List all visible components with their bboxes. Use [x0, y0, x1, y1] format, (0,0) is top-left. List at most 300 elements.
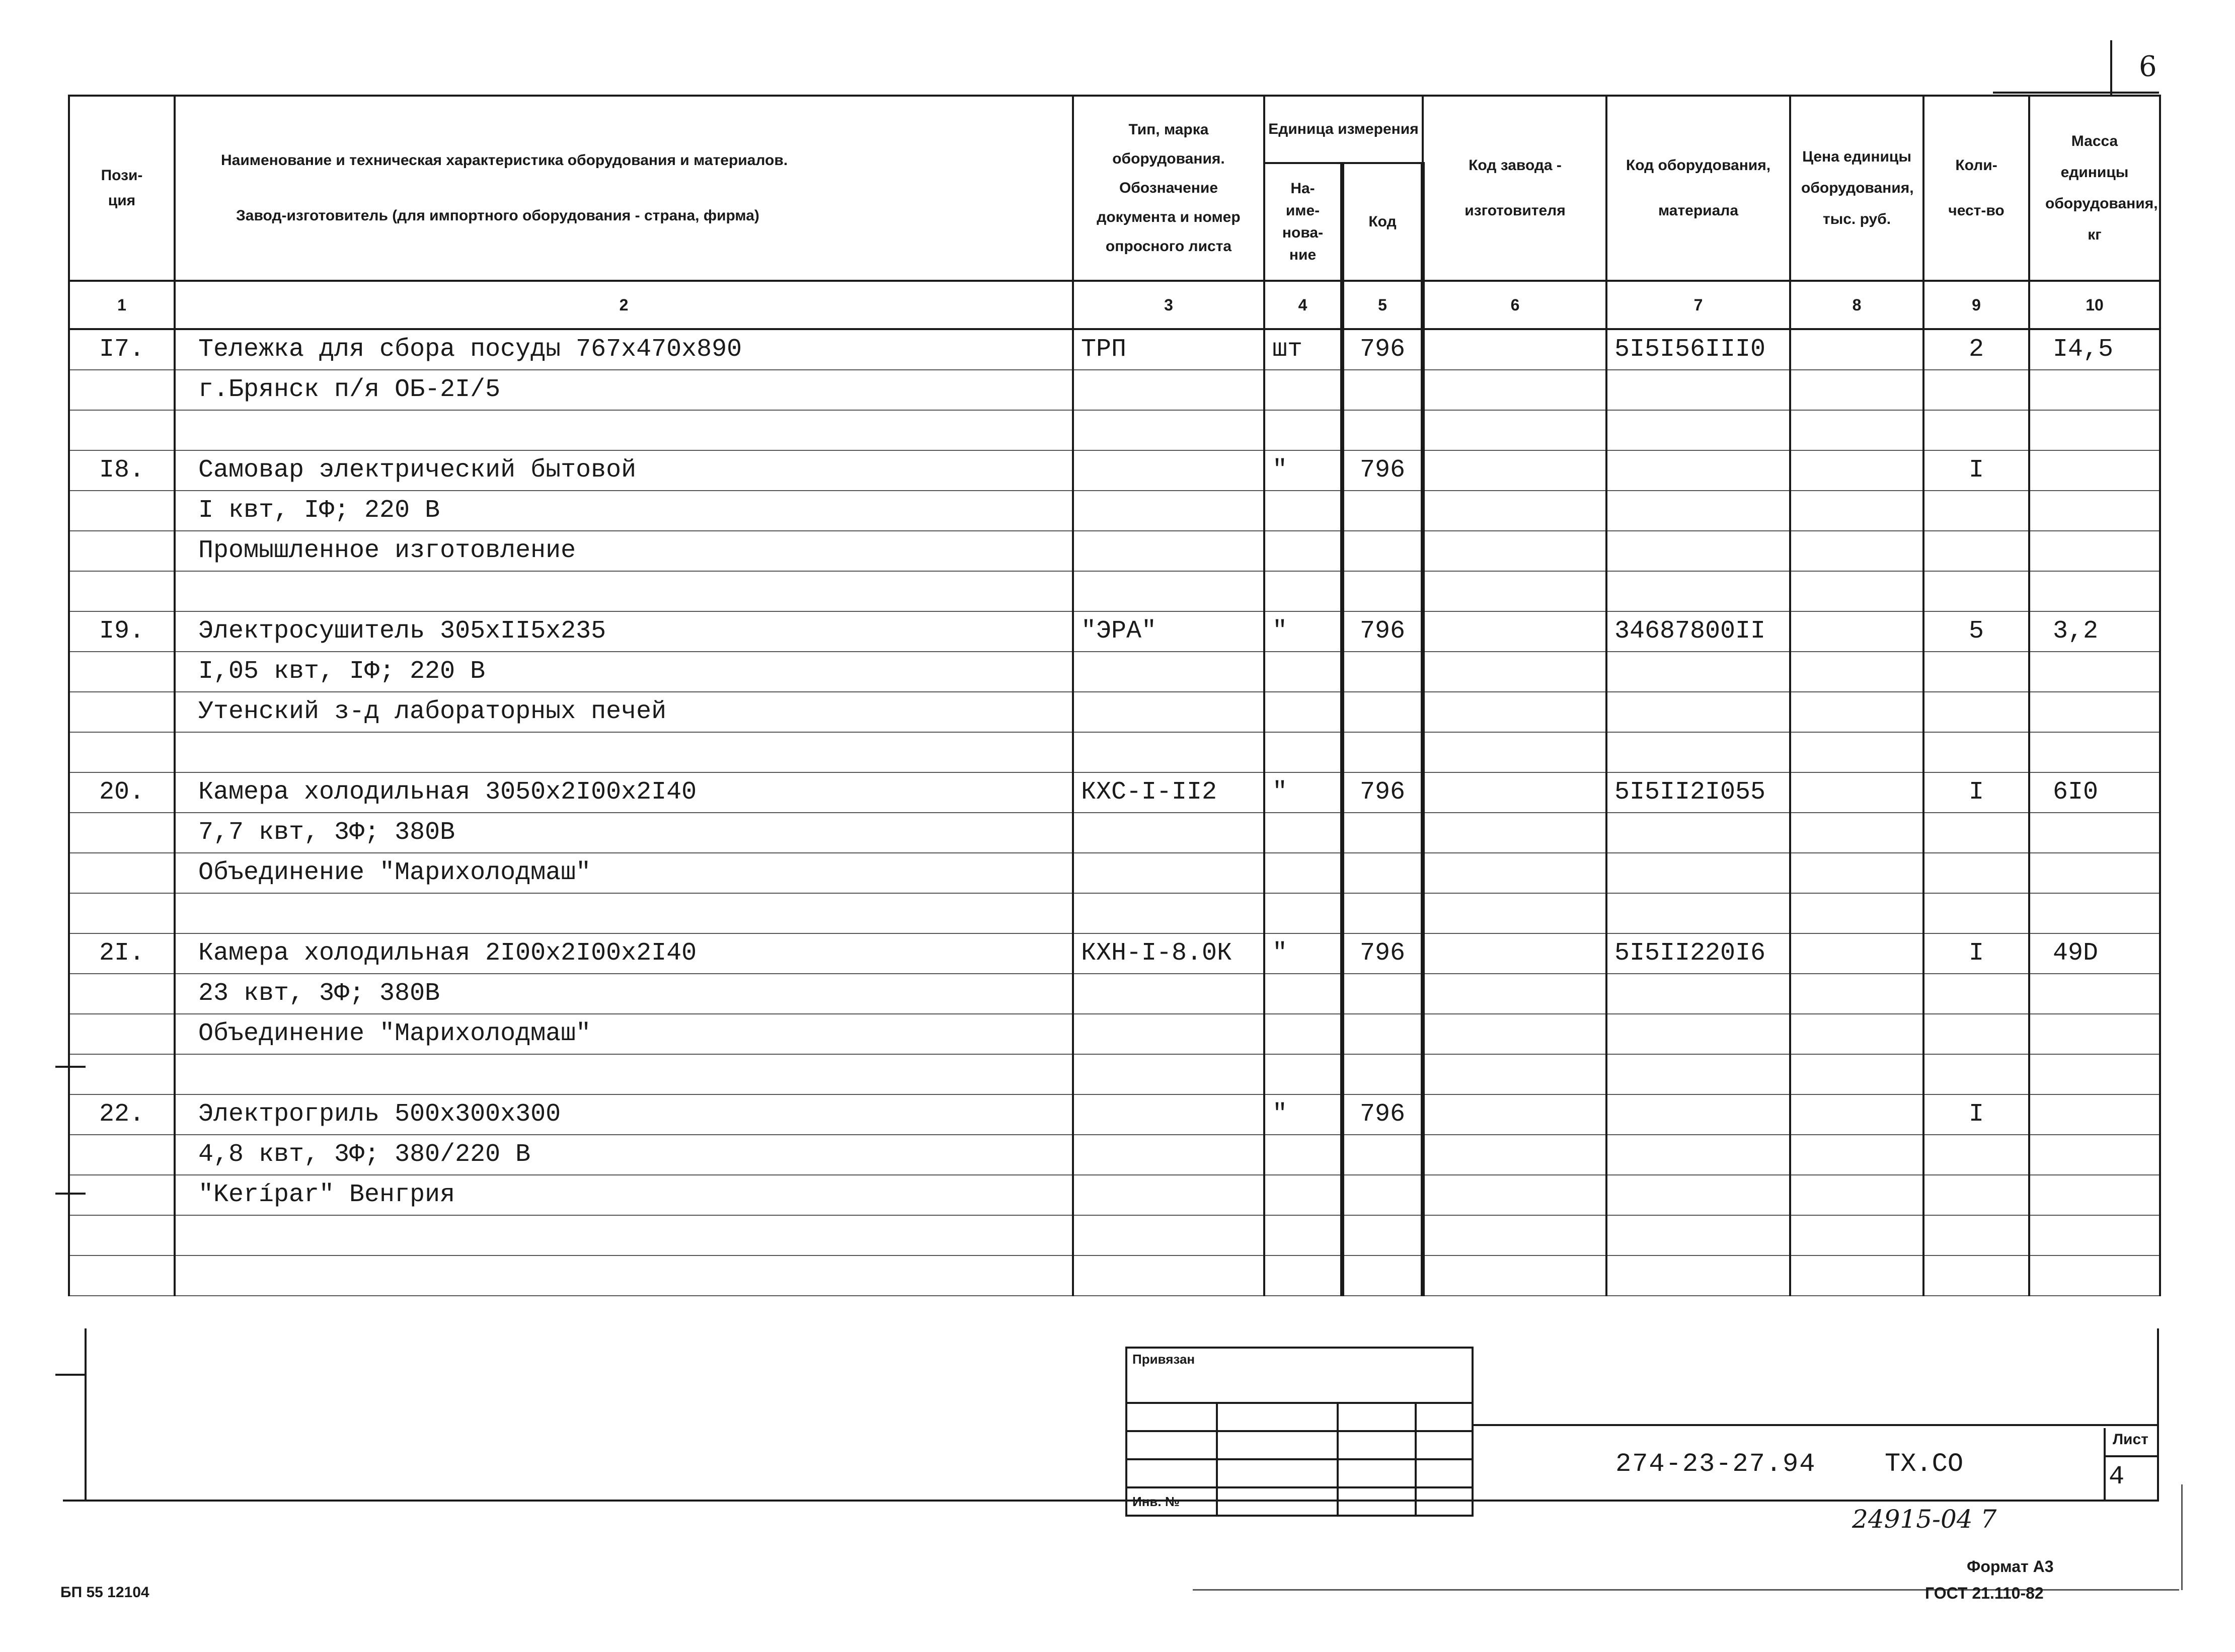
- cell-unit-code: [1342, 1014, 1423, 1054]
- table-row: [69, 652, 2160, 692]
- cell-equipment-code: 5I5II2I055: [1606, 772, 1790, 813]
- cell-quantity: [1923, 1215, 2029, 1255]
- cell-type: [1073, 1054, 1264, 1094]
- cell-name: [175, 1215, 1073, 1255]
- cell-equipment-code: [1606, 571, 1790, 611]
- cell-factory-code: [1423, 813, 1606, 853]
- cell-type: [1073, 853, 1264, 893]
- table-row: [69, 611, 2160, 652]
- header-price: Цена единицы оборудования, тыс. руб.: [1790, 96, 1923, 281]
- cell-type: [1073, 370, 1264, 410]
- header-unit-code: Код: [1342, 163, 1423, 281]
- cell-position: I7.: [69, 329, 175, 370]
- margin-tick: [55, 1374, 86, 1376]
- cell-unit-name: [1264, 1215, 1342, 1255]
- cell-equipment-code: [1606, 1175, 1790, 1215]
- cell-position: [69, 571, 175, 611]
- table-row: [69, 933, 2160, 974]
- cell-price: [1790, 1255, 1923, 1296]
- specification-table: [68, 95, 2161, 1296]
- cell-price: [1790, 1135, 1923, 1175]
- cell-name: Объединение "Марихолодмаш": [175, 1014, 1073, 1054]
- cell-unit-name: [1264, 1014, 1342, 1054]
- cell-equipment-code: [1606, 491, 1790, 531]
- cell-name: [175, 1054, 1073, 1094]
- cell-equipment-code: [1606, 1094, 1790, 1135]
- cell-type: [1073, 450, 1264, 491]
- gost-label: ГОСТ 21.110-82: [1925, 1584, 2044, 1602]
- cell-quantity: 2: [1923, 329, 2029, 370]
- cell-unit-code: [1342, 1255, 1423, 1296]
- cell-quantity: [1923, 1135, 2029, 1175]
- cell-position: [69, 974, 175, 1014]
- cell-mass: [2029, 1135, 2160, 1175]
- cell-position: [69, 410, 175, 450]
- stamp-cell: [1416, 1403, 1473, 1431]
- cell-unit-name: [1264, 893, 1342, 933]
- cell-unit-code: 796: [1342, 772, 1423, 813]
- column-number-7: 7: [1606, 281, 1790, 329]
- cell-quantity: [1923, 692, 2029, 732]
- cell-factory-code: [1423, 732, 1606, 772]
- cell-price: [1790, 933, 1923, 974]
- cell-quantity: I: [1923, 933, 2029, 974]
- cell-equipment-code: [1606, 1215, 1790, 1255]
- cell-mass: [2029, 1094, 2160, 1135]
- print-code: БП 55 12104: [60, 1584, 149, 1601]
- cell-unit-code: 796: [1342, 933, 1423, 974]
- table-row: [69, 772, 2160, 813]
- cell-type: [1073, 1135, 1264, 1175]
- cell-type: [1073, 893, 1264, 933]
- stamp-bound-label: Привязан: [1126, 1348, 1473, 1403]
- cell-price: [1790, 652, 1923, 692]
- cell-factory-code: [1423, 571, 1606, 611]
- stamp-cell: [1338, 1431, 1416, 1459]
- cell-mass: [2029, 1014, 2160, 1054]
- stamp-cell: [1416, 1459, 1473, 1487]
- cell-quantity: [1923, 853, 2029, 893]
- cell-mass: 49D: [2029, 933, 2160, 974]
- table-row: [69, 893, 2160, 933]
- cell-equipment-code: [1606, 813, 1790, 853]
- cell-name: Утенский з-д лабораторных печей: [175, 692, 1073, 732]
- cell-mass: 6I0: [2029, 772, 2160, 813]
- table-row: [69, 531, 2160, 571]
- cell-position: 22.: [69, 1094, 175, 1135]
- table-row: [69, 1255, 2160, 1296]
- cell-unit-name: [1264, 1135, 1342, 1175]
- cell-type: [1073, 1215, 1264, 1255]
- cell-name: [175, 732, 1073, 772]
- cell-unit-name: [1264, 1054, 1342, 1094]
- cell-price: [1790, 370, 1923, 410]
- column-number-5: 5: [1342, 281, 1423, 329]
- cell-name: 4,8 квт, 3Ф; 380/220 В: [175, 1135, 1073, 1175]
- cell-unit-name: [1264, 1255, 1342, 1296]
- cell-factory-code: [1423, 853, 1606, 893]
- cell-type: [1073, 531, 1264, 571]
- cell-price: [1790, 1175, 1923, 1215]
- cell-mass: [2029, 1255, 2160, 1296]
- cell-unit-name: [1264, 1175, 1342, 1215]
- cell-unit-code: [1342, 1054, 1423, 1094]
- title-block-line: [1472, 1424, 2159, 1426]
- cell-quantity: [1923, 732, 2029, 772]
- cell-equipment-code: [1606, 1054, 1790, 1094]
- margin-tick: [55, 1193, 86, 1195]
- table-row: [69, 410, 2160, 450]
- cell-equipment-code: [1606, 1255, 1790, 1296]
- cell-price: [1790, 692, 1923, 732]
- cell-type: [1073, 692, 1264, 732]
- cell-name: [175, 1255, 1073, 1296]
- cell-quantity: [1923, 974, 2029, 1014]
- cell-name: г.Брянск п/я ОБ-2I/5: [175, 370, 1073, 410]
- cell-mass: [2029, 1175, 2160, 1215]
- cell-factory-code: [1423, 772, 1606, 813]
- cell-equipment-code: 34687800II: [1606, 611, 1790, 652]
- cell-name: Объединение "Марихолодмаш": [175, 853, 1073, 893]
- cell-position: [69, 652, 175, 692]
- table-row: [69, 732, 2160, 772]
- cell-quantity: [1923, 813, 2029, 853]
- table-row: [69, 450, 2160, 491]
- cell-factory-code: [1423, 491, 1606, 531]
- cell-equipment-code: [1606, 893, 1790, 933]
- cell-position: [69, 1175, 175, 1215]
- cell-mass: [2029, 1054, 2160, 1094]
- stamp-cell: [1126, 1403, 1217, 1431]
- stamp-cell: [1338, 1403, 1416, 1431]
- cell-unit-name: [1264, 571, 1342, 611]
- table-row: [69, 1215, 2160, 1255]
- cell-unit-code: [1342, 410, 1423, 450]
- sheet-box-divider: [2106, 1455, 2159, 1457]
- column-number-9: 9: [1923, 281, 2029, 329]
- cell-name: [175, 410, 1073, 450]
- table-row: [69, 1175, 2160, 1215]
- cell-name: Электрогриль 500x300x300: [175, 1094, 1073, 1135]
- cell-name: I,05 квт, IФ; 220 В: [175, 652, 1073, 692]
- table-row: [69, 1054, 2160, 1094]
- cell-quantity: [1923, 1054, 2029, 1094]
- cell-quantity: I: [1923, 450, 2029, 491]
- cell-price: [1790, 1215, 1923, 1255]
- cell-position: [69, 531, 175, 571]
- cell-mass: [2029, 732, 2160, 772]
- cell-type: [1073, 732, 1264, 772]
- handwritten-number: 24915-04 7: [1852, 1505, 1997, 1534]
- table-row: [69, 491, 2160, 531]
- cell-name: Промышленное изготовление: [175, 531, 1073, 571]
- cell-equipment-code: 5I5I56III0: [1606, 329, 1790, 370]
- cell-unit-code: [1342, 652, 1423, 692]
- stamp-cell: [1338, 1459, 1416, 1487]
- cell-position: 20.: [69, 772, 175, 813]
- cell-price: [1790, 450, 1923, 491]
- margin-tick: [55, 1066, 86, 1068]
- cell-type: КХН-I-8.0К: [1073, 933, 1264, 974]
- cell-factory-code: [1423, 611, 1606, 652]
- cell-name: Камера холодильная 2I00x2I00x2I40: [175, 933, 1073, 974]
- cell-unit-name: ": [1264, 611, 1342, 652]
- cell-equipment-code: 5I5II220I6: [1606, 933, 1790, 974]
- right-edge-line: [2181, 1484, 2183, 1590]
- cell-mass: [2029, 571, 2160, 611]
- cell-price: [1790, 1014, 1923, 1054]
- cell-unit-name: ": [1264, 933, 1342, 974]
- cell-mass: [2029, 491, 2160, 531]
- cell-quantity: [1923, 370, 2029, 410]
- cell-quantity: [1923, 1255, 2029, 1296]
- cell-unit-code: [1342, 853, 1423, 893]
- binding-stamp: [1125, 1347, 1474, 1517]
- cell-mass: [2029, 410, 2160, 450]
- stamp-cell: [1416, 1487, 1473, 1516]
- cell-unit-name: ": [1264, 1094, 1342, 1135]
- table-row: [69, 1135, 2160, 1175]
- top-rule: [1993, 92, 2159, 94]
- cell-factory-code: [1423, 692, 1606, 732]
- cell-equipment-code: [1606, 410, 1790, 450]
- cell-unit-code: [1342, 732, 1423, 772]
- cell-unit-code: 796: [1342, 611, 1423, 652]
- cell-unit-name: [1264, 370, 1342, 410]
- column-number-6: 6: [1423, 281, 1606, 329]
- cell-factory-code: [1423, 1215, 1606, 1255]
- cell-unit-name: [1264, 974, 1342, 1014]
- cell-type: [1073, 652, 1264, 692]
- stamp-inv-label: Инв. №: [1126, 1487, 1217, 1516]
- cell-price: [1790, 853, 1923, 893]
- header-position: Пози- ция: [69, 96, 175, 281]
- document-code: 274-23-27.94: [1615, 1449, 1816, 1479]
- cell-factory-code: [1423, 1175, 1606, 1215]
- cell-factory-code: [1423, 1014, 1606, 1054]
- header-factory-code: Код завода - изготовителя: [1423, 96, 1606, 281]
- cell-quantity: [1923, 652, 2029, 692]
- cell-equipment-code: [1606, 370, 1790, 410]
- cell-position: [69, 1135, 175, 1175]
- header-unit-group: Единица измерения: [1264, 96, 1423, 163]
- sheet-number: 4: [2109, 1462, 2125, 1491]
- cell-position: I9.: [69, 611, 175, 652]
- cell-position: [69, 491, 175, 531]
- cell-type: [1073, 813, 1264, 853]
- page-mark-line: [2110, 40, 2112, 96]
- cell-equipment-code: [1606, 1135, 1790, 1175]
- stamp-cell: [1217, 1459, 1338, 1487]
- cell-unit-name: [1264, 531, 1342, 571]
- cell-unit-code: [1342, 893, 1423, 933]
- cell-type: [1073, 410, 1264, 450]
- cell-factory-code: [1423, 1094, 1606, 1135]
- cell-price: [1790, 893, 1923, 933]
- cell-position: [69, 813, 175, 853]
- cell-factory-code: [1423, 974, 1606, 1014]
- cell-name: Тележка для сбора посуды 767x470x890: [175, 329, 1073, 370]
- cell-position: [69, 692, 175, 732]
- cell-unit-name: [1264, 813, 1342, 853]
- cell-quantity: I: [1923, 1094, 2029, 1135]
- format-label: Формат А3: [1967, 1557, 2054, 1576]
- stamp-cell: [1338, 1487, 1416, 1516]
- cell-equipment-code: [1606, 732, 1790, 772]
- cell-factory-code: [1423, 652, 1606, 692]
- table-row: [69, 813, 2160, 853]
- header-mass: Масса единицы оборудования, кг: [2029, 96, 2160, 281]
- cell-factory-code: [1423, 893, 1606, 933]
- cell-price: [1790, 491, 1923, 531]
- cell-mass: [2029, 450, 2160, 491]
- cell-type: КХС-I-II2: [1073, 772, 1264, 813]
- cell-name: I квт, IФ; 220 В: [175, 491, 1073, 531]
- cell-quantity: [1923, 571, 2029, 611]
- cell-unit-name: ": [1264, 450, 1342, 491]
- cell-equipment-code: [1606, 531, 1790, 571]
- cell-position: [69, 1054, 175, 1094]
- header-unit-name: На-име-нова-ние: [1264, 163, 1342, 281]
- cell-mass: [2029, 1215, 2160, 1255]
- cell-unit-code: 796: [1342, 450, 1423, 491]
- cell-position: [69, 1014, 175, 1054]
- cell-unit-name: шт: [1264, 329, 1342, 370]
- cell-position: I8.: [69, 450, 175, 491]
- cell-mass: [2029, 853, 2160, 893]
- cell-mass: [2029, 974, 2160, 1014]
- cell-mass: [2029, 893, 2160, 933]
- cell-factory-code: [1423, 370, 1606, 410]
- stamp-cell: [1126, 1431, 1217, 1459]
- cell-type: [1073, 491, 1264, 531]
- header-name-line2: Завод-изготовитель (для импортного оборудования - страна, фирма): [236, 207, 759, 224]
- cell-unit-name: [1264, 853, 1342, 893]
- frame-bottom-line: [63, 1500, 2159, 1502]
- cell-factory-code: [1423, 1135, 1606, 1175]
- cell-position: [69, 853, 175, 893]
- header-type: Тип, марка оборудования. Обозначение документа и номер опросного листа: [1073, 96, 1264, 281]
- table-row: [69, 329, 2160, 370]
- cell-price: [1790, 1094, 1923, 1135]
- cell-mass: [2029, 531, 2160, 571]
- cell-type: "ЭРА": [1073, 611, 1264, 652]
- cell-price: [1790, 813, 1923, 853]
- cell-name: Электросушитель 305xII5x235: [175, 611, 1073, 652]
- cell-quantity: I: [1923, 772, 2029, 813]
- table-row: [69, 571, 2160, 611]
- cell-equipment-code: [1606, 652, 1790, 692]
- cell-mass: [2029, 370, 2160, 410]
- cell-name: 23 квт, 3Ф; 380В: [175, 974, 1073, 1014]
- cell-position: 2I.: [69, 933, 175, 974]
- cell-mass: 3,2: [2029, 611, 2160, 652]
- table-row: [69, 1014, 2160, 1054]
- table-row: [69, 1094, 2160, 1135]
- cell-factory-code: [1423, 410, 1606, 450]
- cell-type: [1073, 1014, 1264, 1054]
- cell-price: [1790, 571, 1923, 611]
- column-number-8: 8: [1790, 281, 1923, 329]
- cell-position: [69, 1215, 175, 1255]
- cell-quantity: 5: [1923, 611, 2029, 652]
- cell-unit-code: [1342, 370, 1423, 410]
- cell-position: [69, 893, 175, 933]
- cell-unit-code: 796: [1342, 1094, 1423, 1135]
- cell-unit-name: [1264, 410, 1342, 450]
- stamp-cell: [1217, 1403, 1338, 1431]
- stamp-cell: [1126, 1459, 1217, 1487]
- table-row: [69, 370, 2160, 410]
- cell-unit-code: [1342, 692, 1423, 732]
- header-name-line1: Наименование и техническая характеристика оборудования и материалов.: [221, 152, 788, 169]
- cell-unit-name: ": [1264, 772, 1342, 813]
- cell-unit-code: [1342, 1175, 1423, 1215]
- cell-name: 7,7 квт, 3Ф; 380В: [175, 813, 1073, 853]
- cell-unit-code: [1342, 1135, 1423, 1175]
- column-number-4: 4: [1264, 281, 1342, 329]
- stamp-cell: [1217, 1431, 1338, 1459]
- cell-factory-code: [1423, 531, 1606, 571]
- cell-mass: [2029, 813, 2160, 853]
- table-row: [69, 692, 2160, 732]
- cell-unit-name: [1264, 491, 1342, 531]
- cell-quantity: [1923, 893, 2029, 933]
- cell-price: [1790, 974, 1923, 1014]
- cell-type: [1073, 1094, 1264, 1135]
- cell-mass: I4,5: [2029, 329, 2160, 370]
- cell-price: [1790, 1054, 1923, 1094]
- sheet-label: Лист: [2113, 1431, 2148, 1448]
- cell-quantity: [1923, 410, 2029, 450]
- cell-type: [1073, 974, 1264, 1014]
- cell-factory-code: [1423, 450, 1606, 491]
- cell-unit-name: [1264, 732, 1342, 772]
- cell-name: [175, 893, 1073, 933]
- cell-factory-code: [1423, 933, 1606, 974]
- table-row: [69, 974, 2160, 1014]
- cell-quantity: [1923, 1014, 2029, 1054]
- stamp-cell: [1217, 1487, 1338, 1516]
- cell-unit-code: [1342, 974, 1423, 1014]
- cell-equipment-code: [1606, 974, 1790, 1014]
- cell-price: [1790, 329, 1923, 370]
- cell-quantity: [1923, 491, 2029, 531]
- cell-factory-code: [1423, 329, 1606, 370]
- cell-unit-name: [1264, 692, 1342, 732]
- cell-equipment-code: [1606, 1014, 1790, 1054]
- header-quantity: Коли-чест-во: [1923, 96, 2029, 281]
- column-number-10: 10: [2029, 281, 2160, 329]
- cell-factory-code: [1423, 1054, 1606, 1094]
- cell-type: [1073, 571, 1264, 611]
- cell-price: [1790, 531, 1923, 571]
- cell-type: ТРП: [1073, 329, 1264, 370]
- cell-equipment-code: [1606, 450, 1790, 491]
- cell-equipment-code: [1606, 692, 1790, 732]
- cell-mass: [2029, 652, 2160, 692]
- header-name: [175, 96, 1073, 281]
- cell-equipment-code: [1606, 853, 1790, 893]
- cell-type: [1073, 1255, 1264, 1296]
- cell-factory-code: [1423, 1255, 1606, 1296]
- document-mark: ТХ.СО: [1885, 1449, 1964, 1479]
- cell-name: Камера холодильная 3050x2I00x2I40: [175, 772, 1073, 813]
- cell-position: [69, 1255, 175, 1296]
- cell-price: [1790, 611, 1923, 652]
- cell-unit-code: 796: [1342, 329, 1423, 370]
- cell-quantity: [1923, 531, 2029, 571]
